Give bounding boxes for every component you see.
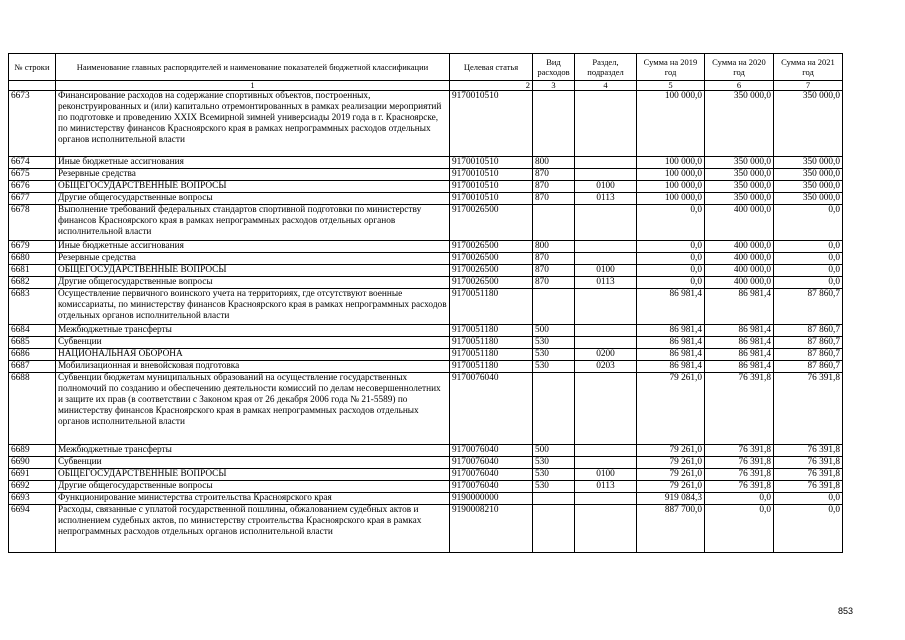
column-number: 4	[575, 81, 637, 91]
row-sum-2019: 0,0	[637, 277, 705, 289]
row-sum-2021: 0,0	[774, 493, 843, 505]
row-sum-2020: 350 000,0	[705, 193, 774, 205]
row-number: 6688	[9, 373, 56, 445]
row-sum-2020: 400 000,0	[705, 241, 774, 253]
row-section	[575, 493, 637, 505]
row-section	[575, 169, 637, 181]
row-section	[575, 91, 637, 157]
row-sum-2021: 87 860,7	[774, 337, 843, 349]
row-sum-2020: 0,0	[705, 505, 774, 553]
row-expense-type: 530	[533, 349, 575, 361]
table-row	[9, 325, 843, 337]
row-number: 6682	[9, 277, 56, 289]
row-sum-2021: 0,0	[774, 241, 843, 253]
table-row	[9, 457, 843, 469]
row-name: Финансирование расходов на содержание спортивных объектов, построенных, реконструированных и (или) капитально отремонтированных в рамках реализации мероприятий по подготовке и проведению XXIX Всемирной зимней универсиады 2019 года в г. Красноярске, по министерству финансов Красноярского края в рамках непрограммных расходов отдельных органов исполнительной власти	[56, 91, 450, 157]
row-sum-2019: 0,0	[637, 265, 705, 277]
row-expense-type: 530	[533, 361, 575, 373]
row-sum-2019: 86 981,4	[637, 289, 705, 325]
row-name: НАЦИОНАЛЬНАЯ ОБОРОНА	[56, 349, 450, 361]
row-expense-type: 870	[533, 253, 575, 265]
row-sum-2020: 400 000,0	[705, 265, 774, 277]
column-number: 1	[56, 81, 450, 91]
row-name: Субвенции	[56, 457, 450, 469]
row-target-article: 9170051180	[450, 289, 533, 325]
row-name: ОБЩЕГОСУДАРСТВЕННЫЕ ВОПРОСЫ	[56, 181, 450, 193]
row-name: Субвенции бюджетам муниципальных образований на осуществление государственных полномочий по созданию и обеспечению деятельности комиссий по делам несовершеннолетних и защите их прав (в соответствии с Законом края от 26 декабря 2006 года № 21-5589) по министерству финансов Красноярского края в рамках непрограммных расходов отдельных органов исполнительной власти	[56, 373, 450, 445]
column-number: 5	[637, 81, 705, 91]
row-section	[575, 505, 637, 553]
row-number: 6679	[9, 241, 56, 253]
header-expense-type: Вид расходов	[533, 54, 575, 81]
row-target-article: 9170026500	[450, 277, 533, 289]
row-sum-2019: 100 000,0	[637, 157, 705, 169]
row-section	[575, 373, 637, 445]
row-sum-2020: 350 000,0	[705, 181, 774, 193]
row-name: Выполнение требований федеральных стандартов спортивной подготовки по министерству финансов Красноярского края в рамках непрограммных расходов отдельных органов исполнительной власти	[56, 205, 450, 241]
row-sum-2021: 76 391,8	[774, 481, 843, 493]
header-section: Раздел, подраздел	[575, 54, 637, 81]
column-number: 3	[533, 81, 575, 91]
table-row	[9, 445, 843, 457]
row-expense-type: 870	[533, 193, 575, 205]
row-name: ОБЩЕГОСУДАРСТВЕННЫЕ ВОПРОСЫ	[56, 469, 450, 481]
row-section	[575, 457, 637, 469]
row-sum-2020: 76 391,8	[705, 457, 774, 469]
row-target-article: 9170026500	[450, 265, 533, 277]
row-name: Другие общегосударственные вопросы	[56, 481, 450, 493]
row-target-article: 9170010510	[450, 193, 533, 205]
row-number: 6689	[9, 445, 56, 457]
row-target-article: 9190000000	[450, 493, 533, 505]
row-sum-2019: 100 000,0	[637, 91, 705, 157]
row-expense-type: 870	[533, 169, 575, 181]
row-target-article: 9170026500	[450, 241, 533, 253]
table-row	[9, 181, 843, 193]
table-row	[9, 361, 843, 373]
row-sum-2021: 350 000,0	[774, 193, 843, 205]
row-sum-2021: 350 000,0	[774, 91, 843, 157]
table-row	[9, 193, 843, 205]
row-target-article: 9170051180	[450, 361, 533, 373]
row-expense-type: 870	[533, 181, 575, 193]
row-number: 6683	[9, 289, 56, 325]
row-section: 0100	[575, 469, 637, 481]
row-expense-type: 870	[533, 265, 575, 277]
row-sum-2019: 919 084,3	[637, 493, 705, 505]
row-target-article: 9170026500	[450, 205, 533, 241]
row-target-article: 9170051180	[450, 337, 533, 349]
row-section: 0200	[575, 349, 637, 361]
row-sum-2019: 887 700,0	[637, 505, 705, 553]
row-target-article: 9170076040	[450, 481, 533, 493]
row-expense-type: 530	[533, 457, 575, 469]
row-sum-2021: 76 391,8	[774, 373, 843, 445]
row-sum-2019: 100 000,0	[637, 169, 705, 181]
header-sum-2019: Сумма на 2019 год	[637, 54, 705, 81]
row-sum-2019: 79 261,0	[637, 469, 705, 481]
row-name: Межбюджетные трансферты	[56, 325, 450, 337]
row-section	[575, 337, 637, 349]
column-number: 6	[705, 81, 774, 91]
row-name: ОБЩЕГОСУДАРСТВЕННЫЕ ВОПРОСЫ	[56, 265, 450, 277]
row-number: 6675	[9, 169, 56, 181]
row-expense-type	[533, 373, 575, 445]
row-name: Иные бюджетные ассигнования	[56, 157, 450, 169]
row-expense-type	[533, 505, 575, 553]
row-sum-2019: 86 981,4	[637, 325, 705, 337]
row-target-article: 9170010510	[450, 169, 533, 181]
row-sum-2020: 350 000,0	[705, 157, 774, 169]
row-sum-2020: 76 391,8	[705, 445, 774, 457]
column-number	[9, 81, 56, 91]
header-row-number: № строки	[9, 54, 56, 81]
row-target-article: 9170076040	[450, 445, 533, 457]
row-name: Субвенции	[56, 337, 450, 349]
row-target-article: 9170010510	[450, 91, 533, 157]
row-expense-type: 530	[533, 481, 575, 493]
header-name: Наименование главных распорядителей и наименование показателей бюджетной классификации	[56, 54, 450, 81]
row-number: 6693	[9, 493, 56, 505]
row-section	[575, 241, 637, 253]
table-row	[9, 337, 843, 349]
table-row	[9, 505, 843, 553]
row-expense-type	[533, 91, 575, 157]
row-sum-2020: 86 981,4	[705, 325, 774, 337]
table-row	[9, 205, 843, 241]
row-sum-2019: 0,0	[637, 253, 705, 265]
row-number: 6687	[9, 361, 56, 373]
row-sum-2020: 350 000,0	[705, 91, 774, 157]
row-expense-type: 500	[533, 325, 575, 337]
row-target-article: 9170076040	[450, 457, 533, 469]
table-body	[9, 91, 843, 553]
row-section: 0113	[575, 277, 637, 289]
page-number: 853	[838, 606, 854, 616]
table-row	[9, 157, 843, 169]
row-name: Расходы, связанные с уплатой государственной пошлины, обжалованием судебных актов и исполнением судебных актов, по министерству строительства Красноярского края в рамках непрограммных расходов отдельных органов исполнительной власти	[56, 505, 450, 553]
row-sum-2021: 0,0	[774, 265, 843, 277]
row-section	[575, 205, 637, 241]
row-section	[575, 157, 637, 169]
row-sum-2021: 0,0	[774, 277, 843, 289]
row-section: 0100	[575, 181, 637, 193]
row-target-article: 9170010510	[450, 181, 533, 193]
header-sum-2020: Сумма на 2020 год	[705, 54, 774, 81]
row-number: 6677	[9, 193, 56, 205]
table-row	[9, 493, 843, 505]
row-sum-2021: 350 000,0	[774, 181, 843, 193]
row-section: 0100	[575, 265, 637, 277]
row-number: 6686	[9, 349, 56, 361]
row-sum-2021: 0,0	[774, 205, 843, 241]
row-sum-2019: 86 981,4	[637, 337, 705, 349]
row-number: 6681	[9, 265, 56, 277]
row-sum-2020: 400 000,0	[705, 277, 774, 289]
row-sum-2019: 79 261,0	[637, 445, 705, 457]
row-sum-2019: 100 000,0	[637, 181, 705, 193]
row-sum-2020: 86 981,4	[705, 349, 774, 361]
row-sum-2021: 76 391,8	[774, 469, 843, 481]
row-sum-2021: 87 860,7	[774, 289, 843, 325]
row-sum-2019: 0,0	[637, 241, 705, 253]
row-section	[575, 289, 637, 325]
row-number: 6691	[9, 469, 56, 481]
row-number: 6694	[9, 505, 56, 553]
row-sum-2020: 86 981,4	[705, 337, 774, 349]
row-sum-2020: 400 000,0	[705, 253, 774, 265]
row-sum-2021: 87 860,7	[774, 361, 843, 373]
row-expense-type: 800	[533, 241, 575, 253]
row-sum-2020: 76 391,8	[705, 481, 774, 493]
row-number: 6685	[9, 337, 56, 349]
row-section: 0113	[575, 193, 637, 205]
row-number: 6678	[9, 205, 56, 241]
row-sum-2020: 86 981,4	[705, 361, 774, 373]
row-target-article: 9170051180	[450, 349, 533, 361]
row-sum-2021: 350 000,0	[774, 169, 843, 181]
row-sum-2019: 79 261,0	[637, 373, 705, 445]
table-row	[9, 91, 843, 157]
row-sum-2021: 0,0	[774, 505, 843, 553]
row-sum-2020: 0,0	[705, 493, 774, 505]
row-section	[575, 445, 637, 457]
row-section: 0113	[575, 481, 637, 493]
row-number: 6684	[9, 325, 56, 337]
row-sum-2019: 86 981,4	[637, 349, 705, 361]
row-name: Другие общегосударственные вопросы	[56, 277, 450, 289]
row-section: 0203	[575, 361, 637, 373]
row-name: Функционирование министерства строительства Красноярского края	[56, 493, 450, 505]
table-row	[9, 349, 843, 361]
row-name: Межбюджетные трансферты	[56, 445, 450, 457]
row-name: Осуществление первичного воинского учета на территориях, где отсутствуют военные комиссариаты, по министерству финансов Красноярского края в рамках непрограммных расходов отдельных органов исполнительной власти	[56, 289, 450, 325]
row-section	[575, 253, 637, 265]
row-name: Резервные средства	[56, 253, 450, 265]
row-expense-type: 500	[533, 445, 575, 457]
row-sum-2019: 100 000,0	[637, 193, 705, 205]
row-sum-2020: 350 000,0	[705, 169, 774, 181]
row-sum-2021: 0,0	[774, 253, 843, 265]
row-target-article: 9190008210	[450, 505, 533, 553]
table-row	[9, 289, 843, 325]
table-row	[9, 481, 843, 493]
row-number: 6674	[9, 157, 56, 169]
row-sum-2021: 87 860,7	[774, 349, 843, 361]
row-sum-2021: 87 860,7	[774, 325, 843, 337]
header-sum-2021: Сумма на 2021 год	[774, 54, 843, 81]
row-sum-2020: 76 391,8	[705, 469, 774, 481]
row-expense-type	[533, 493, 575, 505]
row-sum-2021: 76 391,8	[774, 445, 843, 457]
row-expense-type: 530	[533, 337, 575, 349]
budget-table	[8, 53, 843, 553]
row-name: Иные бюджетные ассигнования	[56, 241, 450, 253]
row-target-article: 9170076040	[450, 469, 533, 481]
row-name: Мобилизационная и вневойсковая подготовка	[56, 361, 450, 373]
row-expense-type	[533, 289, 575, 325]
row-sum-2020: 76 391,8	[705, 373, 774, 445]
row-target-article: 9170026500	[450, 253, 533, 265]
row-sum-2019: 0,0	[637, 205, 705, 241]
row-target-article: 9170051180	[450, 325, 533, 337]
column-number: 2	[450, 81, 533, 91]
row-sum-2019: 79 261,0	[637, 481, 705, 493]
row-sum-2020: 86 981,4	[705, 289, 774, 325]
row-name: Резервные средства	[56, 169, 450, 181]
row-sum-2021: 76 391,8	[774, 457, 843, 469]
row-number: 6690	[9, 457, 56, 469]
row-sum-2019: 79 261,0	[637, 457, 705, 469]
row-target-article: 9170010510	[450, 157, 533, 169]
row-sum-2020: 400 000,0	[705, 205, 774, 241]
row-target-article: 9170076040	[450, 373, 533, 445]
table-row	[9, 373, 843, 445]
column-number: 7	[774, 81, 843, 91]
row-expense-type: 870	[533, 277, 575, 289]
table-row	[9, 277, 843, 289]
table-row	[9, 253, 843, 265]
row-expense-type: 800	[533, 157, 575, 169]
table-row	[9, 241, 843, 253]
row-expense-type	[533, 205, 575, 241]
row-number: 6676	[9, 181, 56, 193]
table-row	[9, 265, 843, 277]
row-sum-2019: 86 981,4	[637, 361, 705, 373]
row-expense-type: 530	[533, 469, 575, 481]
row-name: Другие общегосударственные вопросы	[56, 193, 450, 205]
row-number: 6680	[9, 253, 56, 265]
table-row	[9, 169, 843, 181]
row-section	[575, 325, 637, 337]
header-target-article: Целевая статья	[450, 54, 533, 81]
row-number: 6673	[9, 91, 56, 157]
table-row	[9, 469, 843, 481]
row-number: 6692	[9, 481, 56, 493]
row-sum-2021: 350 000,0	[774, 157, 843, 169]
